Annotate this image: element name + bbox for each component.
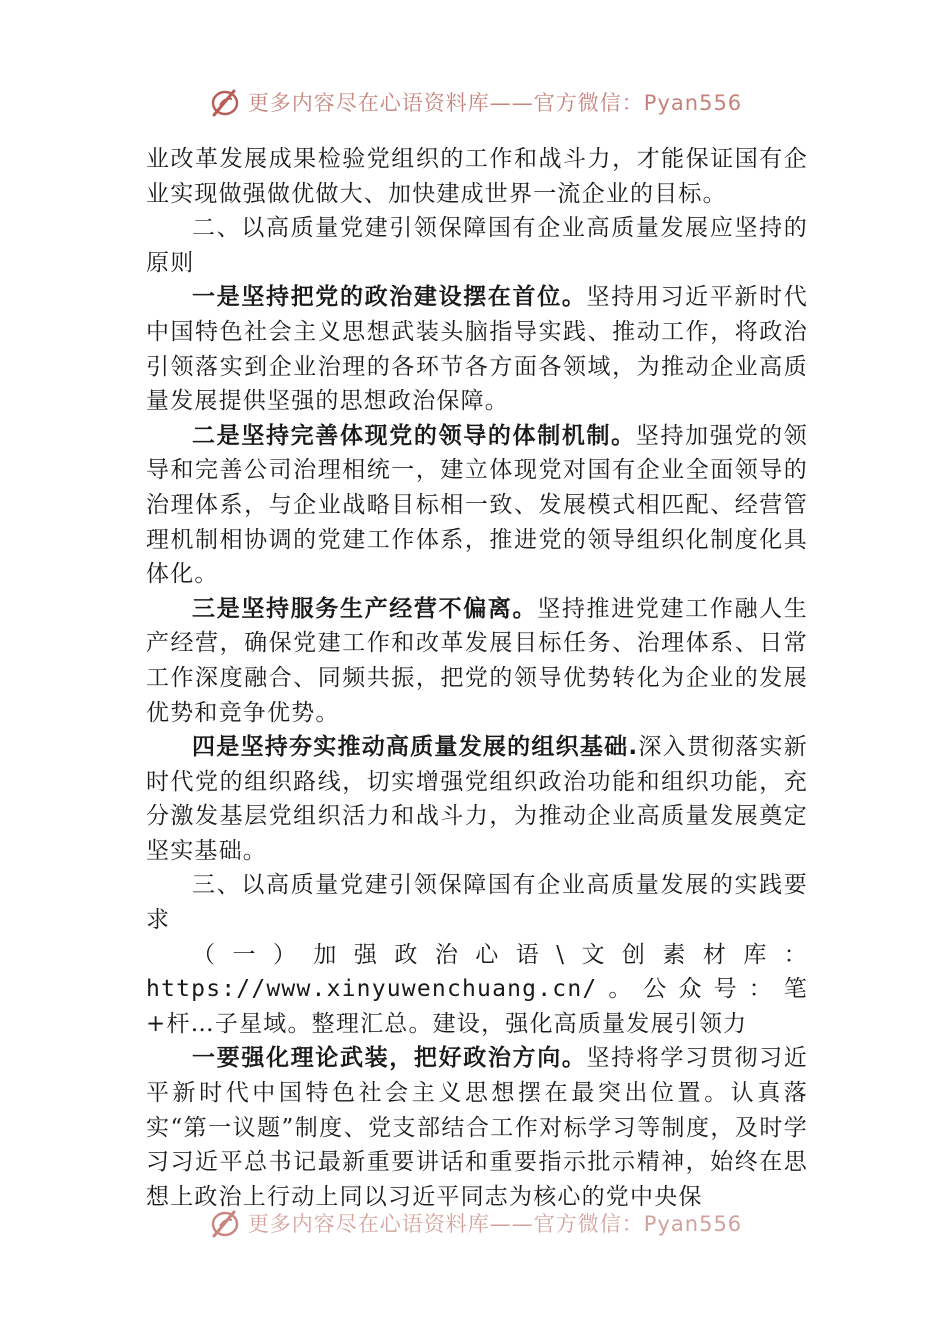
- principle-3-lead: 三是坚持服务生产经营不偏离。: [192, 595, 538, 622]
- watermark-banner-bottom: [0, 1203, 950, 1243]
- document-body: [146, 142, 808, 1214]
- requirement-1-lead: 一要强化理论武装，把好政治方向。: [192, 1045, 587, 1072]
- requirement-1-body: 坚持将学习贯彻习近平新时代中国特色社会主义思想摆在最突出位置。认真落实“第一议题”制度、党支部结合工作对标学习等制度，及时学习习近平总书记最新重要讲话和重要指示批示精神，始终在思想上政治上行动上同以习近平同志为核心的党中央保: [146, 1045, 808, 1210]
- paragraph-subsection-1: [146, 938, 808, 1042]
- principle-4-lead: 四是坚持夯实推动高质量发展的组织基础.: [192, 734, 639, 761]
- paragraph-principle-1: [146, 280, 808, 418]
- watermark-text: 更多内容尽在心语资料库——官方微信：Pyan556: [247, 1212, 743, 1236]
- subsection-1-title-a: （一）加强政治心语\文创素材库：: [192, 941, 808, 968]
- paragraph-requirement-1: [146, 1041, 808, 1214]
- paragraph-principle-3: [146, 592, 808, 730]
- principle-3-body: 坚持推进党建工作融人生产经营，确保党建工作和改革发展目标任务、治理体系、日常工作深度融合、同频共振，把党的领导优势转化为企业的发展优势和竞争优势。: [146, 595, 808, 726]
- principle-2-lead: 二是坚持完善体现党的领导的体制机制。: [192, 422, 636, 449]
- principle-1-body: 坚持用习近平新时代中国特色社会主义思想武装头脑指导实践、推动工作，将政治引领落实到企业治理的各环节各方面各领域，为推动企业高质量发展提供坚强的思想政治保障。: [146, 284, 808, 415]
- principle-1-lead: 一是坚持把党的政治建设摆在首位。: [192, 284, 587, 311]
- principle-2-body: 坚持加强党的领导和完善公司治理相统一，建立体现党对国有企业全面领导的治理体系，与企业战略目标相一致、发展模式相匹配、经营管理机制相协调的党建工作体系，推进党的领导组织化制度化具体化。: [146, 422, 808, 588]
- brush-logo-icon: [208, 85, 242, 119]
- paragraph-principle-2: [146, 419, 808, 592]
- source-url: https://www.xinyuwenchuang.cn/: [146, 976, 598, 1003]
- watermark-banner-top: [0, 82, 950, 122]
- section-heading-3: 三、以高质量党建引领保障国有企业高质量发展的实践要求: [146, 872, 808, 934]
- paragraph-principle-4: [146, 730, 808, 868]
- brush-logo-icon: [208, 1206, 242, 1240]
- watermark-text: 更多内容尽在心语资料库——官方微信：Pyan556: [247, 91, 743, 115]
- principle-4-body: 深入贯彻落实新时代党的组织路线，切实增强党组织政治功能和组织功能，充分激发基层党组织活力和战斗力，为推动企业高质量发展奠定坚实基础。: [146, 734, 808, 864]
- paragraph-continuation: 业改革发展成果检验党组织的工作和战斗力，才能保证国有企业实现做强做优做大、加快建成世界一流企业的目标。: [146, 146, 808, 207]
- section-heading-2: 二、以高质量党建引领保障国有企业高质量发展应坚持的原则: [146, 215, 808, 276]
- subsection-1-title-b: 。公众号：笔+杆…子星域。整理汇总。建设，强化高质量发展引领力: [146, 976, 808, 1037]
